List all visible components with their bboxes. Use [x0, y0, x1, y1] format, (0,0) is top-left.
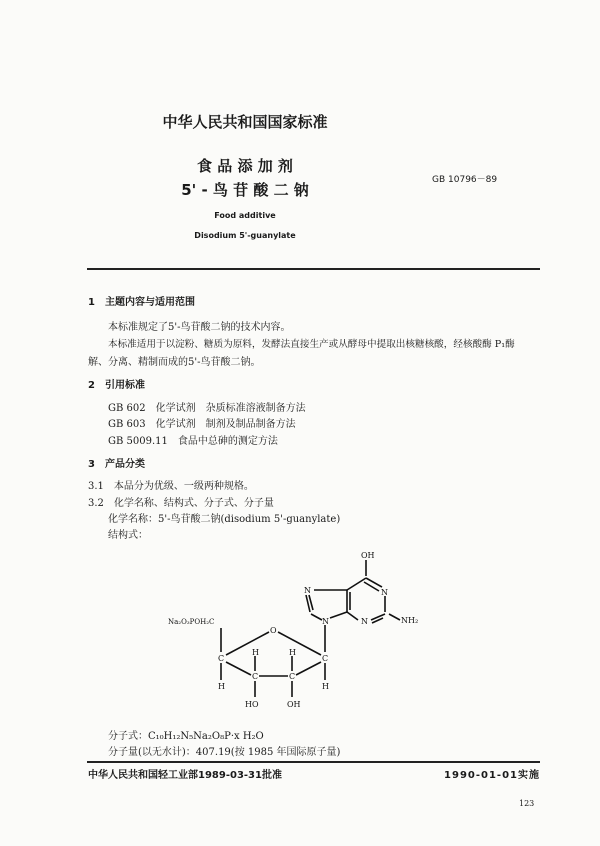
carbon-label: C: [322, 654, 329, 663]
carbon-label: C: [218, 654, 225, 663]
section-1-p2b: 解、分离、精制而成的5'-鸟苷酸二钠。: [88, 357, 261, 368]
ring-oxygen-label: O: [270, 626, 277, 635]
structure-label: 结构式：: [108, 530, 148, 541]
section-1-heading: 1 主题内容与适用范围: [88, 297, 195, 308]
carbon-label: C: [289, 672, 296, 681]
hydrogen-label: H: [289, 648, 296, 657]
hydrogen-label: H: [218, 682, 225, 691]
n3-label: N: [361, 617, 368, 626]
n9-label: N: [322, 617, 329, 626]
carbon-label: C: [252, 672, 259, 681]
title-en-1: Food additive: [214, 211, 276, 220]
n1-label: N: [381, 588, 388, 597]
reference-item: GB 602 化学试剂 杂质标准溶液制备方法: [108, 403, 306, 414]
section-3-heading: 3 产品分类: [88, 459, 145, 470]
reference-item: GB 5009.11 食品中总砷的测定方法: [108, 436, 278, 447]
molecular-formula: 分子式：C₁₀H₁₂N₅Na₂O₈P·x H₂O: [108, 731, 264, 742]
ho-label: HO: [245, 700, 259, 709]
section-3-2: 3.2 化学名称、结构式、分子式、分子量: [88, 498, 274, 509]
title-cn-2: 5' - 鸟 苷 酸 二 钠: [181, 181, 309, 199]
nh2-label: NH₂: [401, 616, 419, 625]
section-1-p1: 本标准规定了5'-鸟苷酸二钠的技术内容。: [108, 322, 291, 333]
footer-divider: [87, 761, 540, 763]
phosphate-label: Na₂O₃POH₂C: [168, 618, 215, 626]
page-number: 123: [519, 799, 535, 808]
effective-date: 1990-01-01实施: [444, 770, 540, 781]
approval-text: 中华人民共和国轻工业部1989-03-31批准: [88, 770, 282, 781]
reference-item: GB 603 化学试剂 制剂及制品制备方法: [108, 419, 296, 430]
section-3-1: 3.1 本品分为优级、一级两种规格。: [88, 481, 254, 492]
n7-label: N: [304, 586, 311, 595]
standard-code: GB 10796－89: [432, 175, 498, 185]
hydrogen-label: H: [252, 648, 259, 657]
section-1-p2a: 本标准适用于以淀粉、糖质为原料，发酵法直接生产或从酵母中提取出核糖核酸，经核酸酶 P₁酶: [108, 339, 515, 350]
section-2-heading: 2 引用标准: [88, 380, 145, 391]
title-en-2: Disodium 5'-guanylate: [194, 231, 296, 240]
chemical-name: 化学名称：5'-鸟苷酸二钠(disodium 5'-guanylate): [108, 514, 341, 525]
standard-type: 中华人民共和国国家标准: [162, 113, 328, 131]
oh-label: OH: [287, 700, 301, 709]
oh-top-label: OH: [361, 551, 375, 560]
molecular-weight: 分子量(以无水计)：407.19(按 1985 年国际原子量): [108, 747, 341, 758]
hydrogen-label: H: [322, 682, 329, 691]
title-cn-1: 食 品 添 加 剂: [197, 157, 293, 175]
